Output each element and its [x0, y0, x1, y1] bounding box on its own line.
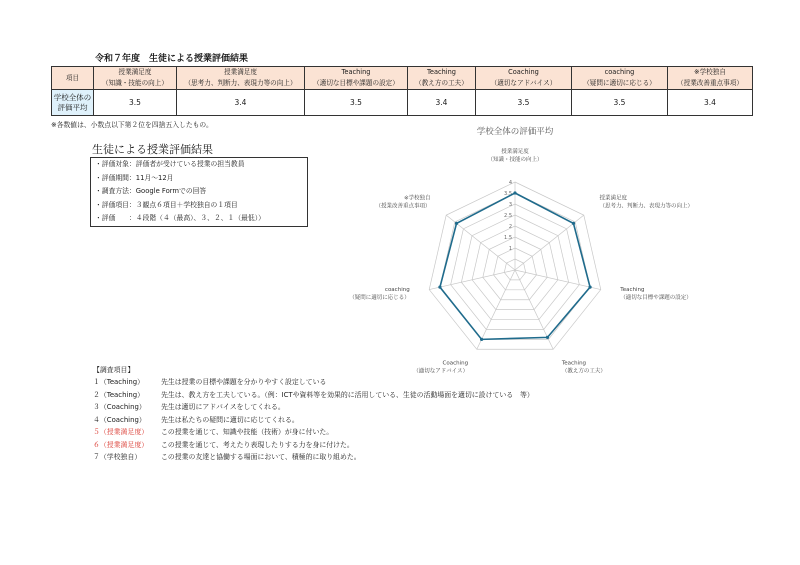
data-point	[455, 222, 458, 225]
axis-label: （授業改善重点事項）	[375, 203, 431, 210]
column-header: Teaching （適切な目標や課題の設定）	[305, 67, 408, 90]
evaluation-table	[51, 66, 753, 116]
axis-label: （教え方の工夫）	[561, 368, 606, 375]
axis-label: 授業満足度	[501, 149, 529, 155]
score-cell: 3.5	[94, 90, 177, 116]
survey-item	[93, 414, 299, 427]
axis-label: Coaching	[442, 360, 469, 367]
column-header: 授業満足度 （思考力、判断力、表現力等の向上）	[177, 67, 305, 90]
survey-item	[93, 426, 334, 439]
tick-label: 1	[508, 246, 512, 252]
survey-item-text: 先生は授業の目標や課題を分かりやすく設定している	[161, 378, 327, 386]
score-cell: 3.4	[668, 90, 753, 116]
survey-item-text: この授業の友達と協働する場面において、積極的に取り組めた。	[161, 453, 361, 461]
summary-title: 生徒による授業評価結果	[92, 143, 213, 156]
data-point	[546, 336, 549, 339]
tick-label: 2.5	[504, 213, 512, 219]
chart-title: 学校全体の評価平均	[476, 127, 554, 137]
survey-item	[93, 401, 285, 414]
survey-item-text: 先生は私たちの疑問に適切に応じてくれる。	[161, 415, 299, 424]
summary-box	[90, 157, 308, 227]
score-cell: 3.4	[177, 90, 305, 116]
column-header: ※学校独自 （授業改善重点事項）	[668, 67, 753, 90]
survey-item-text: この授業を通じて、考えたり表現したりする力を身に付けた。	[161, 440, 354, 449]
axis-label: （適切な目標や課題の設定）	[620, 295, 692, 302]
summary-line: ・評価項目：３観点６項目＋学校独自の１項目	[95, 200, 238, 209]
summary-line: ・評価期間：11月～12月	[95, 173, 174, 182]
tick-label: 2	[508, 224, 512, 230]
footnote: ※各数値は、小数点以下第２位を四捨五入したもの。	[51, 121, 213, 129]
axis-label: （疑問に適切に応じる）	[349, 295, 410, 302]
survey-items-header: 【調査項目】	[93, 366, 135, 374]
score-cell: 3.5	[572, 90, 668, 116]
data-point	[588, 286, 591, 289]
data-point	[572, 222, 575, 225]
summary-line: ・評価 ：４段階（４（最高）、３、２、１（最低））	[95, 214, 265, 223]
column-header: 授業満足度 （知識・技能の向上）	[94, 67, 177, 90]
survey-item	[93, 376, 327, 389]
survey-item-number: ３（Coaching）	[93, 403, 146, 411]
item-header: 項目	[52, 67, 94, 90]
survey-item-number: ５（授業満足度）	[93, 428, 149, 436]
survey-item-number: １（Teaching）	[93, 378, 144, 386]
tick-label: 1.5	[504, 235, 512, 241]
survey-item	[93, 389, 534, 402]
score-cell: 3.5	[305, 90, 408, 116]
table-value-row	[52, 90, 753, 116]
survey-item-text: この授業を通じて、知識や技能（技術）が身に付いた。	[161, 428, 334, 436]
survey-item-text: 先生は、教え方を工夫している。（例：ICTや資料等を効果的に活用している、生徒の活動場面を適切に設けている 等）	[161, 390, 534, 399]
axis-label: 授業満足度	[599, 195, 627, 202]
survey-item-number: ７（学校独自）	[93, 453, 142, 461]
column-header: Coaching （適切なアドバイス）	[476, 67, 572, 90]
data-point	[513, 191, 516, 194]
survey-item-number: ６（授業満足度）	[93, 440, 149, 449]
axis-label: coaching	[384, 287, 410, 294]
survey-item-text: 先生は適切にアドバイスをしてくれる。	[161, 403, 285, 411]
tick-label: 4	[508, 180, 512, 186]
table-header-row	[52, 67, 753, 90]
axis-label: Teaching	[620, 287, 645, 294]
summary-line: ・評価対象：評価者が受けている授業の担当教員	[95, 160, 245, 168]
data-point	[480, 338, 483, 341]
tick-label: 3.5	[504, 191, 512, 197]
score-cell: 3.5	[476, 90, 572, 116]
column-header: coaching （疑問に適切に応じる）	[572, 67, 668, 90]
survey-item-number: ２（Teaching）	[93, 390, 144, 399]
survey-item	[93, 451, 361, 464]
data-point	[438, 286, 441, 289]
radar-chart	[340, 120, 720, 375]
page-title: 令和７年度 生徒による授業評価結果	[95, 54, 249, 64]
row-label: 学校全体の 評価平均	[52, 90, 94, 116]
column-header: Teaching （教え方の工夫）	[408, 67, 476, 90]
tick-label: 3	[508, 202, 512, 208]
axis-label: （適切なアドバイス）	[413, 368, 469, 375]
axis-label: Teaching	[561, 360, 587, 367]
summary-line: ・調査方法：Google Formでの回答	[95, 187, 207, 196]
axis-label: （思考力、判断力、表現力等の向上）	[599, 203, 693, 210]
axis-label: ※学校独自	[403, 195, 431, 202]
score-cell: 3.4	[408, 90, 476, 116]
axis-label: （知識・技能の向上）	[487, 157, 543, 163]
survey-item-number: ４（Coaching）	[93, 415, 146, 424]
survey-item	[93, 439, 354, 452]
